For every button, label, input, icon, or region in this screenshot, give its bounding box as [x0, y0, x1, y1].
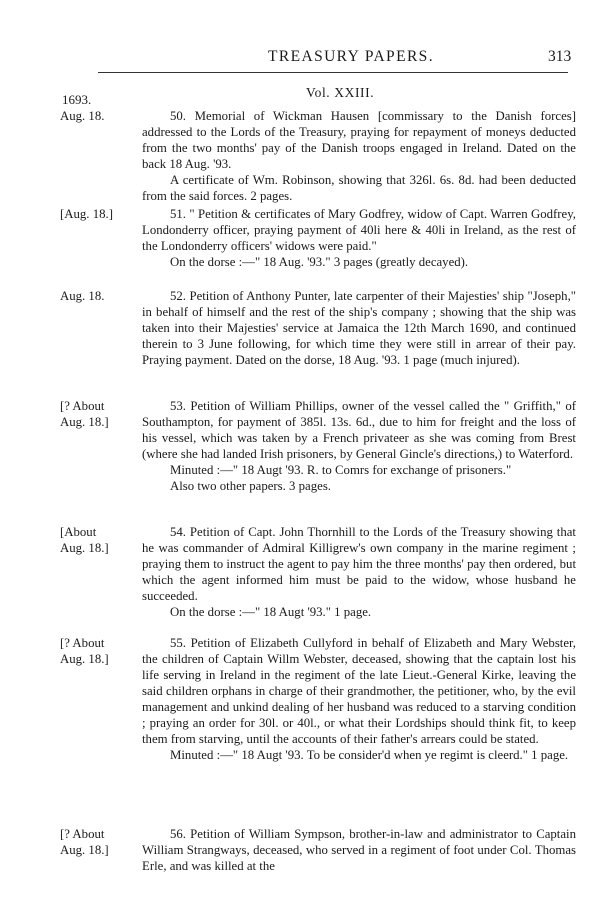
entry-date	[60, 398, 130, 430]
page-number: 313	[548, 48, 572, 65]
date-line: Aug. 18.]	[60, 843, 109, 857]
entry-date	[60, 206, 130, 222]
entry-paragraph: 56. Petition of William Sympson, brother-in-law and administrator to Captain William Strangways, deceased, who served in a regiment of foot under Col. Thomas Erle, and was killed at the	[142, 827, 576, 873]
running-header-title: TREASURY PAPERS.	[268, 48, 434, 65]
entry-paragraph: 53. Petition of William Phillips, owner of the vessel called the " Griffith," of Southampton, for payment of 385l. 13s. 6d., due to him for freight and the loss of his vessel, which was taken by a French privateer as she was coming from Brest (where she had landed Irish prisoners, by General Gincle's directions,) to Waterford.	[142, 399, 576, 461]
entry-body	[142, 635, 576, 763]
date-line: [About	[60, 525, 97, 539]
entry-body	[142, 288, 576, 368]
entry-date	[60, 108, 130, 124]
date-line: Aug. 18.]	[60, 652, 109, 666]
entry-date	[60, 635, 130, 667]
entry-paragraph: Minuted :—" 18 Augt '93. To be consider'd when ye regimt is cleerd." 1 page.	[170, 748, 569, 762]
entry-date	[60, 288, 130, 304]
volume-heading: Vol. XXIII.	[306, 85, 375, 100]
date-line: Aug. 18.]	[60, 415, 109, 429]
entry-body	[142, 108, 576, 204]
entry-paragraph: On the dorse :—" 18 Aug. '93." 3 pages (greatly decayed).	[170, 255, 469, 269]
date-line: Aug. 18.	[60, 289, 105, 303]
header-rule	[98, 72, 568, 73]
date-line: [? About	[60, 636, 105, 650]
year-margin-note: 1693.	[62, 92, 92, 107]
entry-paragraph: 50. Memorial of Wickman Hausen [commissary to the Danish forces] addressed to the Lords of the Treasury, praying for repayment of moneys deducted from the two months' pay of the Danish troops engaged in Ireland. Dated on the back 18 Aug. '93.	[142, 109, 576, 171]
entry-paragraph: On the dorse :—" 18 Augt '93." 1 page.	[170, 605, 372, 619]
entry-paragraph: Minuted :—" 18 Augt '93. R. to Comrs for exchange of prisoners."	[170, 463, 512, 477]
date-line: [Aug. 18.]	[60, 207, 113, 221]
date-line: [? About	[60, 399, 105, 413]
date-line: Aug. 18.	[60, 109, 105, 123]
entry-paragraph: A certificate of Wm. Robinson, showing that 326l. 6s. 8d. had been deducted from the said forces. 2 pages.	[142, 173, 576, 203]
entry-paragraph: 51. " Petition & certificates of Mary Godfrey, widow of Capt. Warren Godfrey, Londonderry officer, praying payment of 40li here & 40li in Ireland, as the rest of the Londonderry officers' widows were paid."	[142, 207, 576, 253]
entry-body	[142, 206, 576, 270]
date-line: [? About	[60, 827, 105, 841]
entry-paragraph: 55. Petition of Elizabeth Cullyford in behalf of Elizabeth and Mary Webster, the children of Captain Willm Webster, deceased, showing that the captain lost his life serving in Ireland in the regiment of the late Lieut.-General Kirke, leaving the said children orphans in charge of their grandmother, the petitioner, who, by the evil management and unkind dealing of her husband was reduced to a starving condition ; praying an order for 30l. or 40l., or what their Lordships should think fit, to keep them from starving, until the accounts of their father's arrears could be stated.	[142, 636, 576, 746]
entry-body	[142, 398, 576, 494]
entry-body	[142, 524, 576, 620]
entry-paragraph: 54. Petition of Capt. John Thornhill to the Lords of the Treasury showing that he was commander of Admiral Killigrew's own company in the marine regiment ; praying them to instruct the agent to pay him the three months' pay then ordered, but which the agent informed him must be paid to the widow, whose husband he succeeded.	[142, 525, 576, 603]
entry-paragraph: Also two other papers. 3 pages.	[170, 479, 331, 493]
entry-date	[60, 524, 130, 556]
entry-paragraph: 52. Petition of Anthony Punter, late carpenter of their Majesties' ship "Joseph," in behalf of himself and the rest of the ship's company ; showing that the ship was taken into their Majesties' service at Jamaica the 12th March 1690, and continued therein to 3 June following, for which time they were still in arrear of their pay. Praying payment. Dated on the dorse, 18 Aug. '93. 1 page (much injured).	[142, 289, 576, 367]
entry-body	[142, 826, 576, 874]
entry-date	[60, 826, 130, 858]
date-line: Aug. 18.]	[60, 541, 109, 555]
